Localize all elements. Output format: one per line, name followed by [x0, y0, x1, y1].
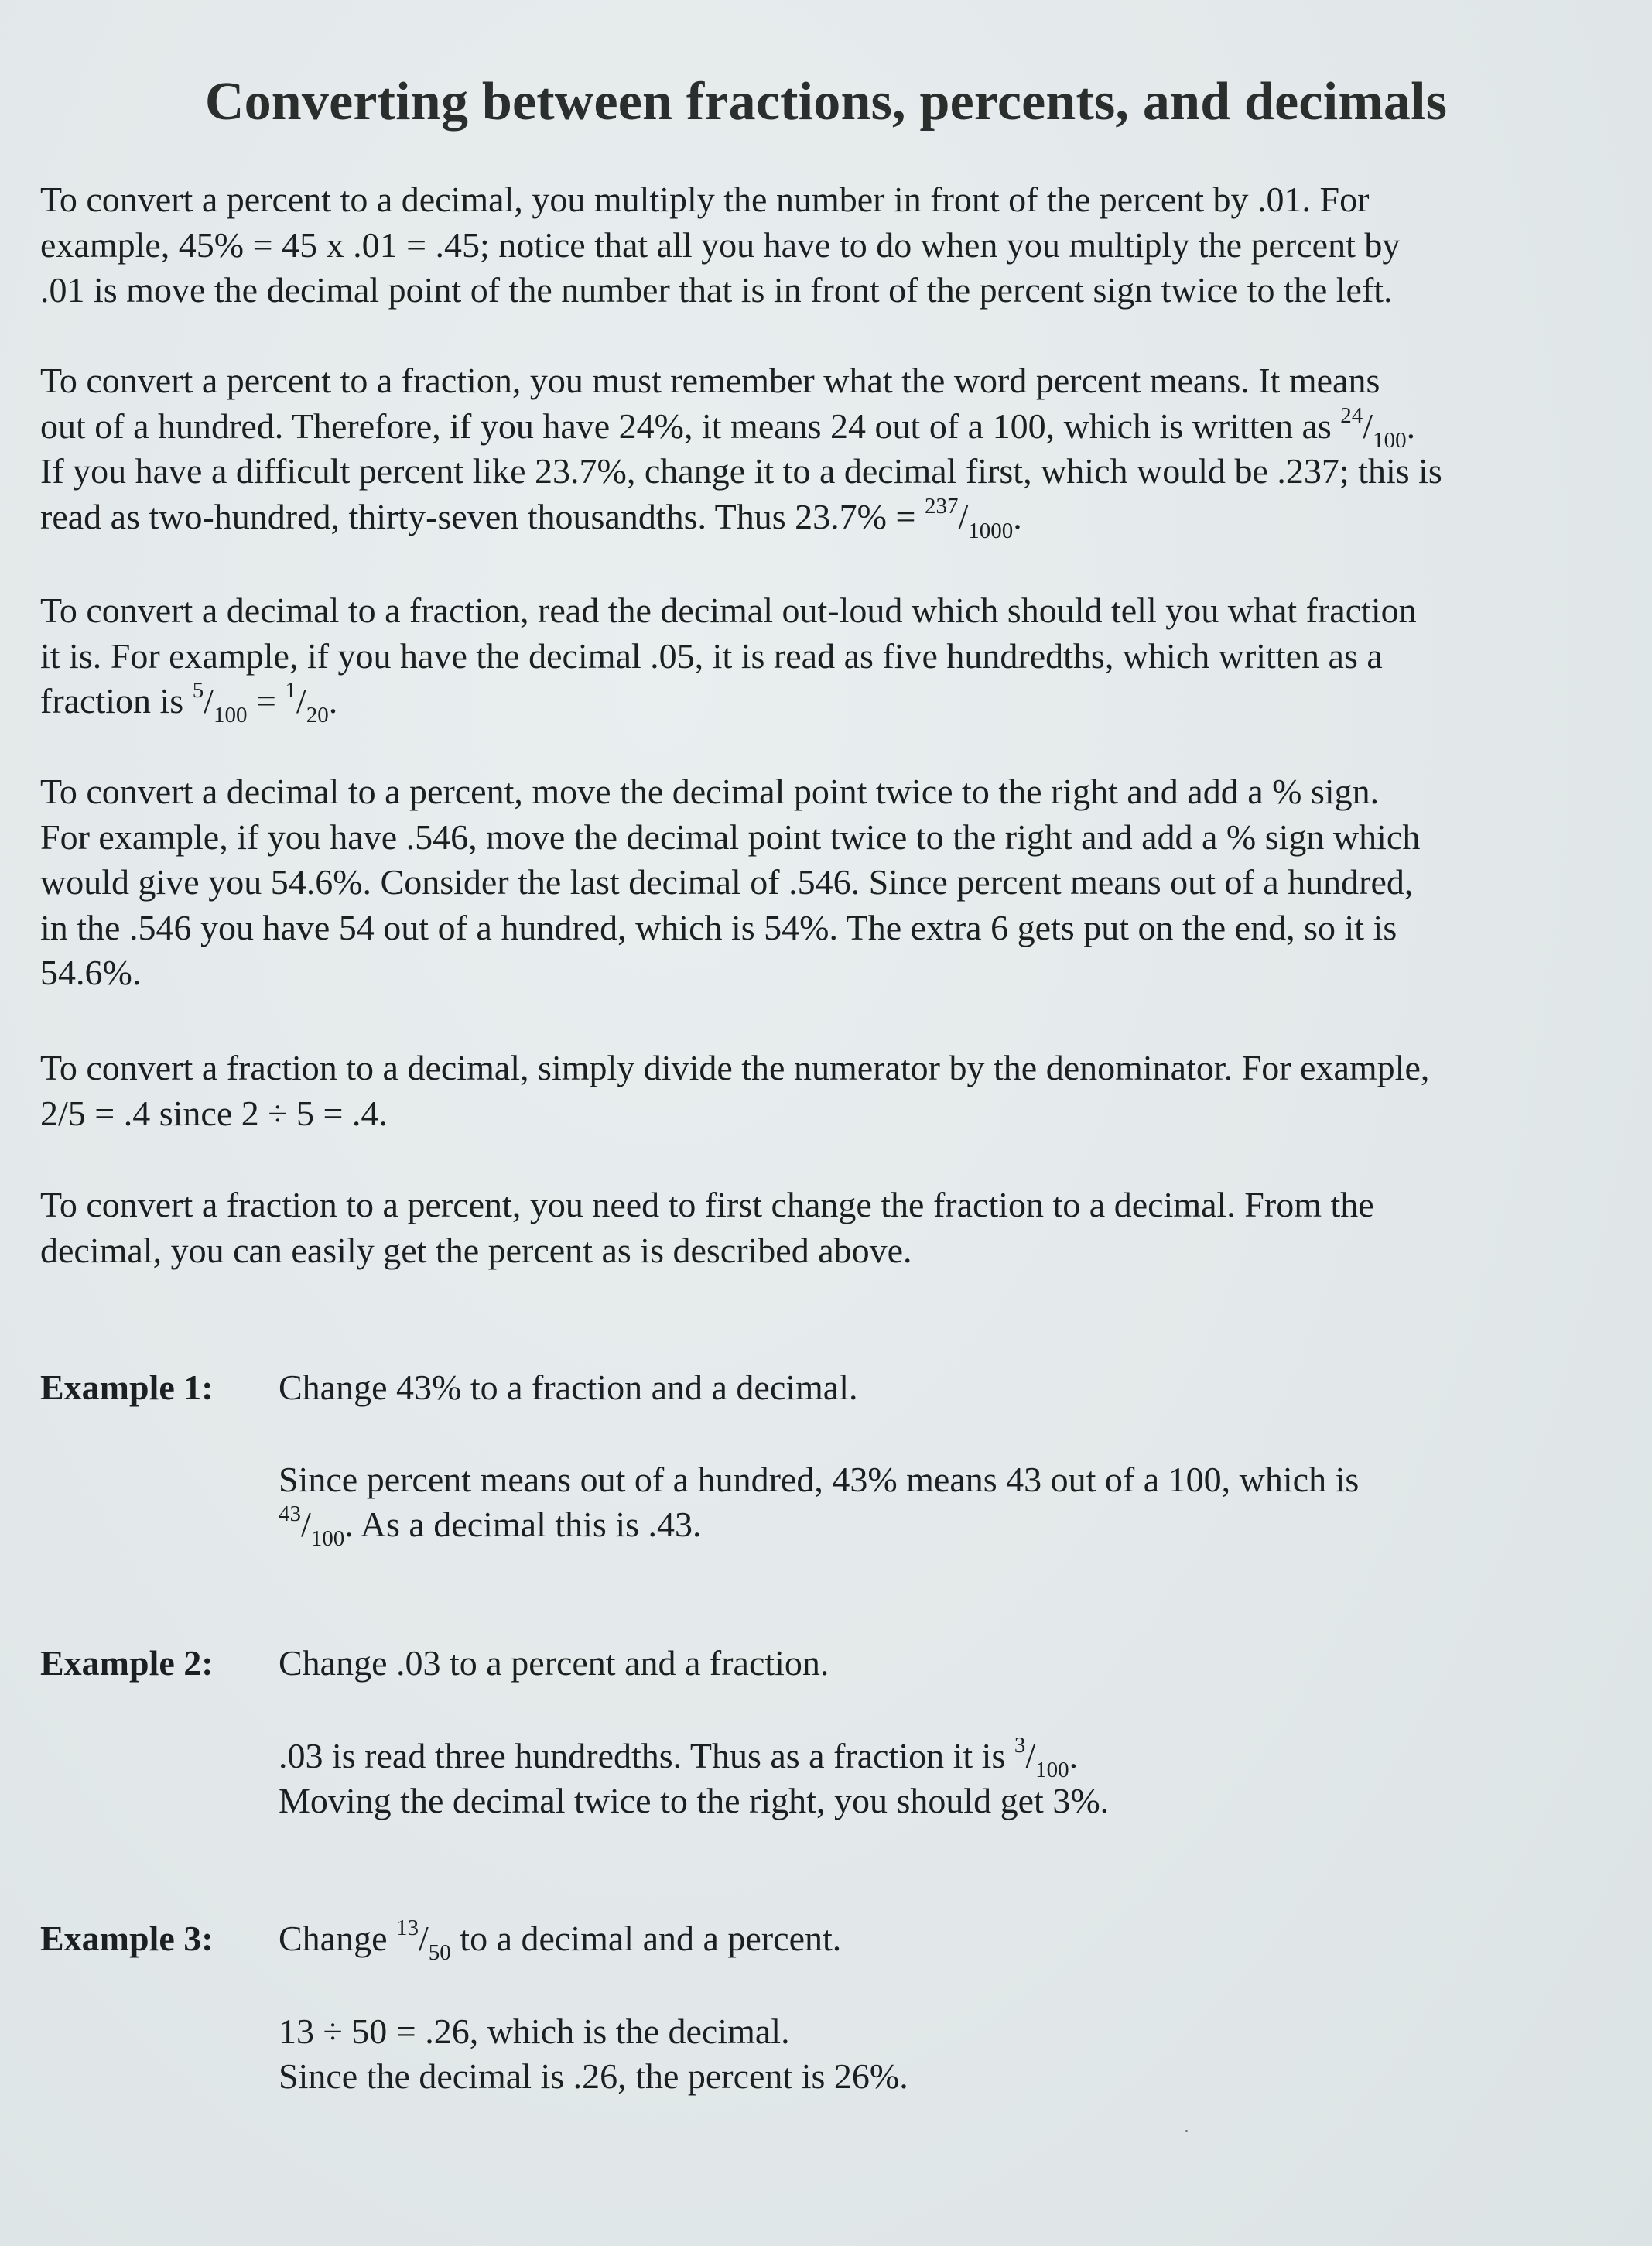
text-line: To convert a decimal to a fraction, read the decimal out-loud which should tell you what fraction: [40, 591, 1417, 630]
paragraph-percent-to-fraction: [40, 358, 1596, 543]
text-line: it is. For example, if you have the decimal .05, it is read as five hundredths, which written as a: [40, 635, 1383, 676]
text-line: To convert a fraction to a percent, you need to first change the fraction to a decimal. From the: [40, 1185, 1374, 1224]
text-line: To convert a percent to a fraction, you must remember what the word percent means. It means: [40, 361, 1380, 400]
text-line: Since the decimal is .26, the percent is 26%.: [279, 2056, 908, 2096]
text-line: To convert a decimal to a percent, move the decimal point twice to the right and add a % sign.: [40, 772, 1380, 811]
text-line: 2/5 = .4 since 2 ÷ 5 = .4.: [40, 1093, 388, 1133]
fraction: [396, 1916, 451, 1965]
paragraph-decimal-to-fraction: [40, 588, 1596, 728]
text-segment: Change: [279, 1919, 397, 1958]
numerator: 24: [1340, 402, 1363, 428]
fraction: [285, 678, 329, 728]
text-line: Moving the decimal twice to the right, you should get 3%.: [279, 1781, 1110, 1820]
fraction-slash: /: [1363, 406, 1373, 446]
fraction-slash: /: [1025, 1736, 1036, 1775]
denominator: 100: [310, 1526, 345, 1551]
text-line: example, 45% = 45 x .01 = .45; notice that all you have to do when you multiply the percent by: [40, 224, 1401, 265]
denominator: 50: [428, 1940, 451, 1965]
text-segment: .: [1013, 496, 1022, 536]
example-3-prompt: [279, 1916, 1609, 1965]
text-line: decimal, you can easily get the percent as is described above.: [40, 1230, 912, 1270]
text-segment: out of a hundred. Therefore, if you have 24%, it means 24 out of a 100, which is written as: [40, 406, 1341, 446]
text-line: would give you 54.6%. Consider the last decimal of .546. Since percent means out of a hundred,: [40, 862, 1414, 902]
example-2-label: Example 2:: [40, 1643, 214, 1683]
text-line: 13 ÷ 50 = .26, which is the decimal.: [279, 2011, 790, 2051]
fraction-slash: /: [419, 1919, 429, 1958]
text-line: [40, 402, 1596, 453]
numerator: 3: [1014, 1733, 1026, 1758]
example-1-label: Example 1:: [40, 1368, 214, 1407]
text-segment: .03 is read three hundredths. Thus as a fraction it is: [279, 1736, 1014, 1775]
example-2-prompt: Change .03 to a percent and a fraction.: [279, 1643, 829, 1683]
text-segment: .: [328, 681, 338, 721]
numerator: 5: [192, 678, 204, 703]
denominator: 1000: [968, 518, 1014, 543]
text-segment: .: [1406, 406, 1416, 446]
fraction: [924, 493, 1014, 543]
text-line: [40, 678, 1596, 728]
fraction: [1340, 402, 1407, 453]
example-2-solution: [279, 1734, 1609, 1823]
text-line: To convert a fraction to a decimal, simply divide the numerator by the denominator. For example,: [40, 1048, 1430, 1087]
text-segment: read as two-hundred, thirty-seven thousandths. Thus 23.7% =: [40, 496, 925, 536]
paragraph-decimal-to-percent: [40, 769, 1596, 996]
fraction: [279, 1501, 345, 1551]
example-1-prompt: Change 43% to a fraction and a decimal.: [279, 1368, 858, 1407]
example-3-label: Example 3:: [40, 1919, 214, 1958]
text-segment: fraction is: [40, 681, 193, 721]
denominator: 100: [214, 703, 248, 728]
text-segment: =: [247, 681, 286, 721]
denominator: 20: [306, 703, 329, 728]
text-line: [279, 1733, 1609, 1782]
fraction-slash: /: [204, 681, 214, 721]
text-segment: . As a decimal this is .43.: [344, 1505, 702, 1544]
text-line: To convert a percent to a decimal, you multiply the number in front of the percent by .01. For: [40, 180, 1370, 219]
text-line: [40, 493, 1596, 543]
paper-speck: [1185, 2130, 1188, 2132]
text-segment: to a decimal and a percent.: [450, 1919, 842, 1958]
fraction-slash: /: [958, 496, 969, 536]
text-line: 54.6%.: [40, 953, 142, 992]
paragraph-fraction-to-decimal: [40, 1046, 1596, 1136]
text-line: [279, 1501, 1609, 1551]
fraction-slash: /: [301, 1505, 311, 1544]
numerator: 237: [924, 493, 959, 519]
numerator: 43: [279, 1501, 301, 1526]
text-line: in the .546 you have 54 out of a hundred, which is 54%. The extra 6 gets put on the end, so it is: [40, 907, 1397, 947]
paragraph-fraction-to-percent: [40, 1183, 1596, 1273]
text-segment: .: [1069, 1736, 1079, 1775]
page-title: Converting between fractions, percents, and decimals: [204, 72, 1448, 132]
paragraph-percent-to-decimal: [40, 177, 1596, 313]
example-1-solution: [279, 1457, 1609, 1551]
example-3-solution: [279, 2009, 1609, 2099]
fraction: [1014, 1733, 1069, 1782]
denominator: 100: [1373, 427, 1407, 453]
text-line: Since percent means out of a hundred, 43% means 43 out of a 100, which is: [279, 1460, 1360, 1499]
numerator: 1: [285, 678, 296, 703]
text-line: For example, if you have .546, move the decimal point twice to the right and add a % sign which: [40, 817, 1421, 857]
fraction: [192, 678, 248, 728]
text-line: If you have a difficult percent like 23.7%, change it to a decimal first, which would be .237; this is: [40, 451, 1442, 491]
denominator: 100: [1035, 1758, 1069, 1782]
numerator: 13: [396, 1916, 419, 1940]
fraction-slash: /: [296, 681, 306, 721]
text-line: .01 is move the decimal point of the number that is in front of the percent sign twice to the left.: [40, 270, 1393, 310]
